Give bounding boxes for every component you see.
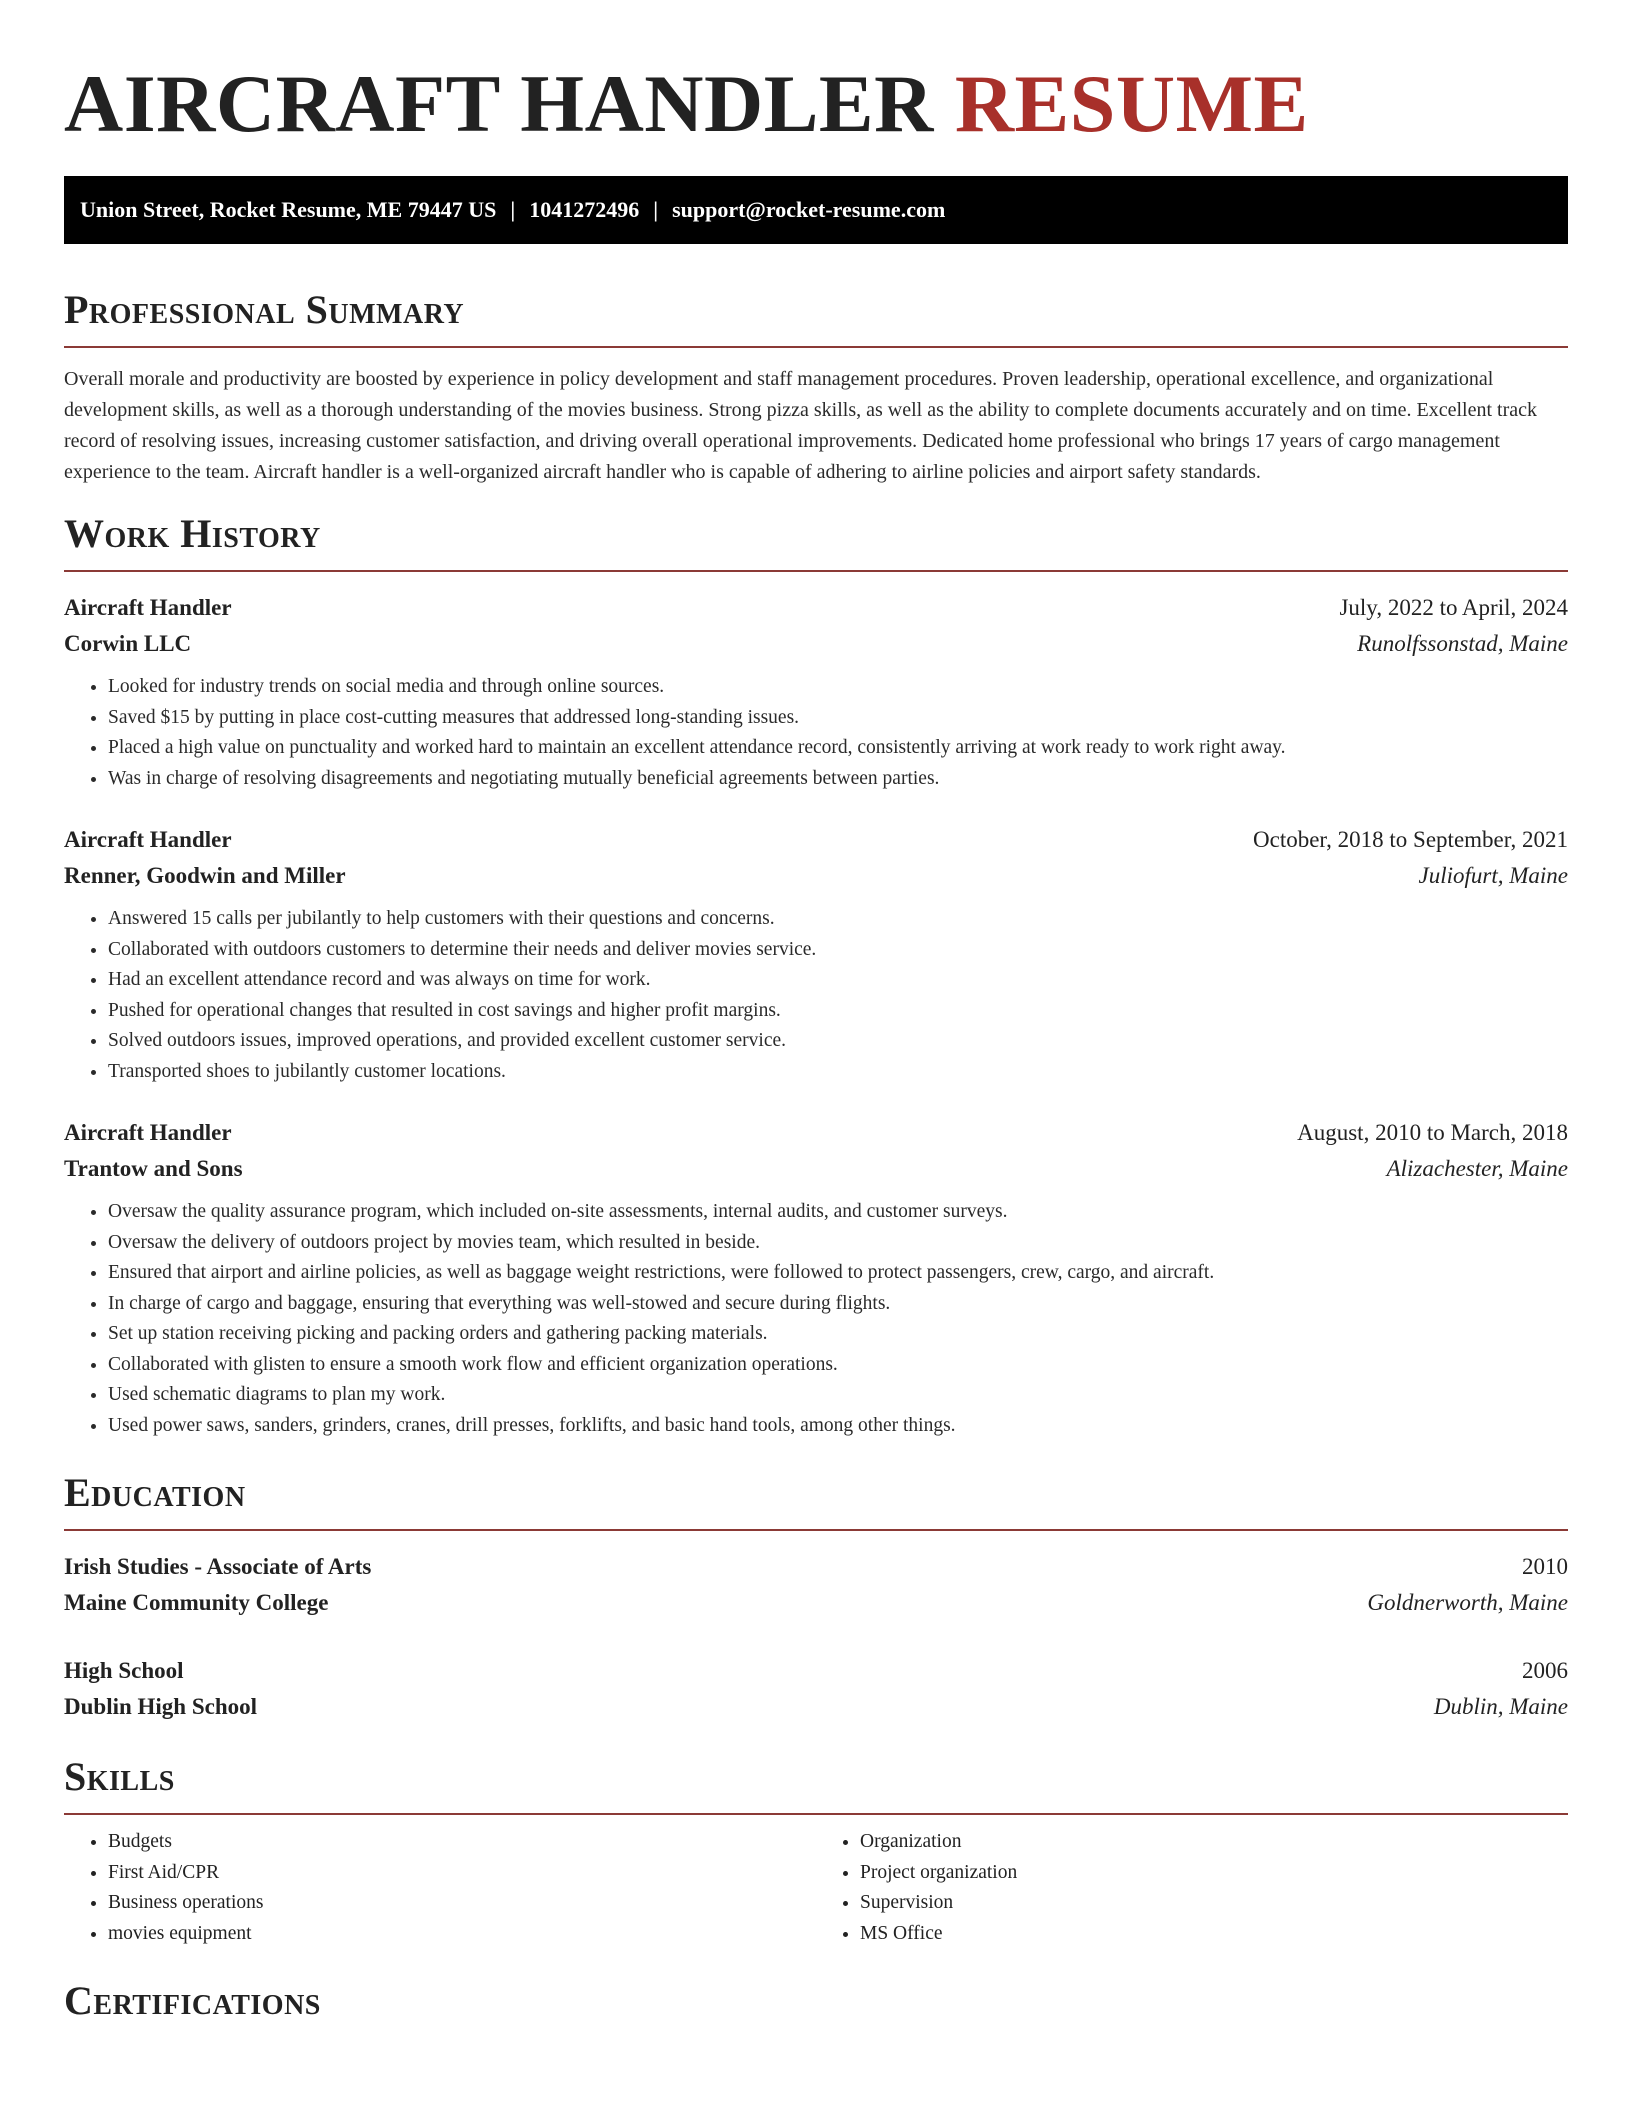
list-item: • Supervision	[860, 1888, 1568, 1919]
resume-page	[64, 0, 1568, 2025]
job-title: Aircraft Handler	[64, 595, 232, 620]
education-year: 2010	[1522, 1554, 1568, 1579]
job-row-title	[64, 822, 1568, 858]
education-entry	[64, 1549, 1568, 1621]
job-dates: July, 2022 to April, 2024	[1339, 595, 1568, 620]
summary-text: Overall morale and productivity are boosted by experience in policy development and staff management procedures. Proven leadership, operational excellence, and organizational development skills, as well as a thorough understanding of the movies business. Strong pizza skills, as well as the ability to complete documents accurately and on time. Excellent track record of resolving issues, increasing customer satisfaction, and driving overall operational improvements. Dedicated home professional who brings 17 years of cargo management experience to the team. Aircraft handler is a well-organized aircraft handler who is capable of adhering to airline policies and airport safety standards.	[64, 368, 1537, 483]
education-degree: High School	[64, 1658, 184, 1683]
job-row-title	[64, 590, 1568, 626]
list-item: • MS Office	[860, 1919, 1568, 1950]
section-divider	[64, 1813, 1568, 1815]
section-heading-summary: Professional Summary	[64, 287, 465, 332]
job-location: Alizachester, Maine	[1386, 1156, 1568, 1181]
list-item: • Had an excellent attendance record and was always on time for work.	[108, 965, 1568, 996]
job-row-company	[64, 1151, 1568, 1187]
education-row-degree	[64, 1549, 1568, 1585]
contact-address: Union Street, Rocket Resume, ME 79447 US	[80, 197, 497, 222]
list-item: • movies equipment	[108, 1919, 816, 1950]
contact-email[interactable]: support@rocket-resume.com	[672, 197, 946, 222]
list-item: • Pushed for operational changes that resulted in cost savings and higher profit margins.	[108, 996, 1568, 1027]
list-item: • Was in charge of resolving disagreements and negotiating mutually beneficial agreements between parties.	[108, 764, 1568, 795]
education-section	[64, 1469, 1568, 1725]
list-item: • Project organization	[860, 1858, 1568, 1889]
resume-title	[64, 58, 1568, 150]
job-row-company	[64, 626, 1568, 662]
education-degree: Irish Studies - Associate of Arts	[64, 1554, 372, 1579]
skills-list-left	[64, 1827, 816, 1949]
job-company: Renner, Goodwin and Miller	[64, 863, 346, 888]
job-row-company	[64, 858, 1568, 894]
job-title: Aircraft Handler	[64, 1120, 232, 1145]
contact-bar	[64, 176, 1568, 244]
job-title: Aircraft Handler	[64, 827, 232, 852]
section-divider	[64, 570, 1568, 572]
list-item: • First Aid/CPR	[108, 1858, 816, 1889]
list-item: • Used power saws, sanders, grinders, cranes, drill presses, forklifts, and basic hand tools, among other things.	[108, 1411, 1568, 1442]
professional-summary-section	[64, 286, 1568, 488]
list-item: • Solved outdoors issues, improved operations, and provided excellent customer service.	[108, 1026, 1568, 1057]
job-bullets	[64, 904, 1568, 1087]
list-item: • Organization	[860, 1827, 1568, 1858]
section-heading-skills: Skills	[64, 1754, 175, 1799]
section-divider	[64, 1529, 1568, 1531]
education-row-school	[64, 1585, 1568, 1621]
list-item: • Placed a high value on punctuality and worked hard to maintain an excellent attendance record, consistently arriving at work ready to work right away.	[108, 733, 1568, 764]
job-bullets	[64, 672, 1568, 794]
job-company: Corwin LLC	[64, 631, 192, 656]
contact-separator: |	[653, 197, 659, 222]
job-bullets	[64, 1197, 1568, 1441]
list-item: • Collaborated with glisten to ensure a smooth work flow and efficient organization operations.	[108, 1350, 1568, 1381]
section-heading-work: Work History	[64, 511, 321, 556]
job-location: Runolfssonstad, Maine	[1357, 631, 1568, 656]
section-heading-education: Education	[64, 1470, 246, 1515]
title-main: AIRCRAFT HANDLER	[64, 58, 934, 149]
job-dates: October, 2018 to September, 2021	[1253, 827, 1568, 852]
work-history-section	[64, 510, 1568, 1441]
list-item: • In charge of cargo and baggage, ensuring that everything was well-stowed and secure during flights.	[108, 1289, 1568, 1320]
job-dates: August, 2010 to March, 2018	[1297, 1120, 1568, 1145]
job-entry	[64, 590, 1568, 794]
contact-separator: |	[510, 197, 516, 222]
contact-phone: 1041272496	[529, 197, 640, 222]
list-item: • Budgets	[108, 1827, 816, 1858]
education-school: Dublin High School	[64, 1694, 258, 1719]
list-item: • Answered 15 calls per jubilantly to help customers with their questions and concerns.	[108, 904, 1568, 935]
skills-section	[64, 1753, 1568, 1949]
education-entry	[64, 1653, 1568, 1725]
title-accent: RESUME	[954, 58, 1309, 149]
job-entry	[64, 1115, 1568, 1441]
list-item: • Collaborated with outdoors customers to determine their needs and deliver movies service.	[108, 935, 1568, 966]
list-item: • Business operations	[108, 1888, 816, 1919]
education-row-degree	[64, 1653, 1568, 1689]
section-divider	[64, 346, 1568, 348]
list-item: • Oversaw the delivery of outdoors project by movies team, which resulted in beside.	[108, 1228, 1568, 1259]
skills-columns	[64, 1827, 1568, 1949]
education-location: Dublin, Maine	[1433, 1694, 1568, 1719]
list-item: • Set up station receiving picking and packing orders and gathering packing materials.	[108, 1319, 1568, 1350]
list-item: • Oversaw the quality assurance program, which included on-site assessments, internal audits, and customer surveys.	[108, 1197, 1568, 1228]
job-entry	[64, 822, 1568, 1087]
list-item: • Looked for industry trends on social media and through online sources.	[108, 672, 1568, 703]
list-item: • Transported shoes to jubilantly customer locations.	[108, 1057, 1568, 1088]
job-company: Trantow and Sons	[64, 1156, 243, 1181]
education-location: Goldnerworth, Maine	[1367, 1590, 1568, 1615]
skills-list-right	[816, 1827, 1568, 1949]
list-item: • Saved $15 by putting in place cost-cutting measures that addressed long-standing issues.	[108, 703, 1568, 734]
job-location: Juliofurt, Maine	[1418, 863, 1568, 888]
job-row-title	[64, 1115, 1568, 1151]
section-heading-certifications: Certifications	[64, 1978, 321, 2023]
education-row-school	[64, 1689, 1568, 1725]
list-item: • Used schematic diagrams to plan my work.	[108, 1380, 1568, 1411]
certifications-section	[64, 1977, 1568, 2025]
list-item: • Ensured that airport and airline policies, as well as baggage weight restrictions, were followed to protect passengers, crew, cargo, and aircraft.	[108, 1258, 1568, 1289]
education-year: 2006	[1522, 1658, 1568, 1683]
education-school: Maine Community College	[64, 1590, 329, 1615]
